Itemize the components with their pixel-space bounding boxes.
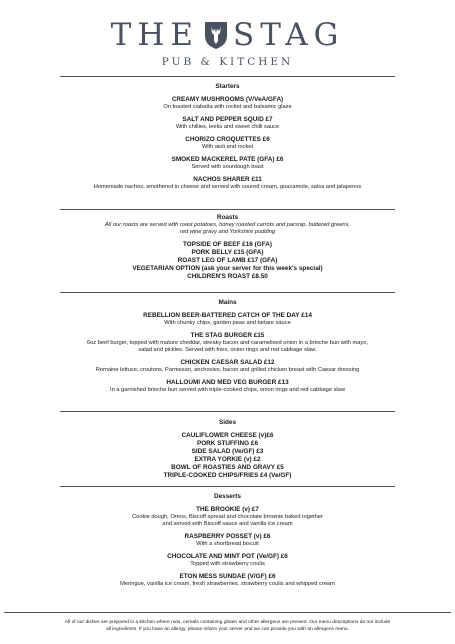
dish-name: THE BROOKIE (v) £7 bbox=[196, 505, 259, 513]
side-item: EXTRA YORKIE (v) £2 bbox=[194, 455, 261, 463]
logo-word-stag: STAG bbox=[232, 17, 345, 53]
dish-desc: With a shortbread biscuit bbox=[196, 541, 259, 547]
desserts-section bbox=[0, 493, 455, 588]
divider bbox=[60, 411, 395, 412]
logo bbox=[0, 18, 455, 52]
side-item: PORK STUFFING £6 bbox=[196, 439, 259, 447]
dish-desc: Served with sourdough toast bbox=[191, 163, 264, 170]
logo-word-the: THE bbox=[110, 17, 199, 53]
dish-name: REBELLION BEER-BATTERED CATCH OF THE DAY £14 bbox=[143, 311, 312, 319]
dish-desc: Meringue, vanilla ice cream, fresh strawberries, strawberry coulis and whipped cream bbox=[120, 581, 335, 587]
dish-name: CHORIZO CROQUETTES £6 bbox=[185, 135, 270, 143]
roasts-section bbox=[0, 214, 455, 281]
section-title: Roasts bbox=[216, 214, 239, 221]
divider bbox=[60, 486, 395, 487]
dish-name: SALT AND PEPPER SQUID £7 bbox=[182, 115, 273, 123]
dish-name: THE STAG BURGER £15 bbox=[190, 331, 265, 339]
roasts-intro: All our roasts are served with roast potatoes, honey roasted carrots and parsnip, buttered greens, bbox=[104, 222, 350, 228]
divider bbox=[60, 76, 395, 77]
dish-desc: In a garnished brioche bun served with triple-cooked chips, onion rings and red cabbage slaw bbox=[110, 387, 345, 393]
dish-name: RASPBERRY POSSET (v) £6 bbox=[184, 533, 271, 540]
allergen-notice-line: all ingredients. If you have an allergy, please inform your server and we can provide you with an allergens menu. bbox=[106, 627, 349, 632]
dish-desc: and served with Biscoff sauce and vanilla ice cream bbox=[162, 521, 293, 527]
roasts-intro: red wine gravy and Yorkshire pudding bbox=[179, 229, 276, 236]
sides-section bbox=[0, 419, 455, 480]
side-item: BOWL OF ROASTIES AND GRAVY £5 bbox=[171, 463, 284, 471]
section-title: Mains bbox=[218, 299, 237, 306]
tagline: PUB & KITCHEN bbox=[161, 56, 294, 68]
side-item: CAULIFLOWER CHEESE (v)£6 bbox=[181, 431, 274, 439]
dish-desc: On toasted ciabatta with rocket and balsamic glaze bbox=[163, 103, 292, 110]
starters-section bbox=[0, 83, 455, 191]
dish-name: SMOKED MACKEREL PATE (GFA) £6 bbox=[171, 155, 284, 163]
dish-desc: Cookie dough, Oreos, Biscoff spread and chocolate brownie baked together bbox=[132, 513, 323, 520]
side-item: SIDE SALAD (Ve/GF) £3 bbox=[191, 447, 264, 455]
divider bbox=[4, 612, 451, 613]
dish-name: CHOCOLATE AND MINT POT (Ve/GF) £6 bbox=[167, 553, 288, 560]
dish-name: CREAMY MUSHROOMS (V/VeA/GFA) bbox=[171, 95, 284, 103]
dish-desc: With aioli and rocket bbox=[201, 143, 254, 150]
allergen-notice bbox=[14, 619, 441, 633]
stag-crest-icon bbox=[203, 20, 229, 50]
divider bbox=[60, 292, 395, 293]
mains-section bbox=[0, 299, 455, 394]
dish-desc: 6oz beef burger, topped with mature cheddar, streaky bacon and caramelised onion in a brioche bun with mayo, bbox=[86, 339, 369, 346]
brand-header bbox=[0, 18, 455, 68]
dish-desc: Romaine lettuce, croutons, Parmesan, anchovies, bacon and grilled chicken breast with Caesar dressing bbox=[95, 367, 360, 373]
side-item: TRIPLE-COOKED CHIPS/FRIES £4 (Ve/GF) bbox=[163, 471, 292, 479]
roast-item: VEGETARIAN OPTION (ask your server for this week's special) bbox=[132, 265, 323, 273]
roast-item: CHILDREN'S ROAST £8.50 bbox=[187, 273, 268, 281]
dish-name: HALLOUMI AND MED VEG BURGER £13 bbox=[166, 379, 289, 386]
roast-item: PORK BELLY £15 (GFA) bbox=[191, 249, 264, 257]
allergen-notice-line: All of our dishes are prepared in a kitchen where nuts, cereals containing gluten and other allergens are present. Our menu descriptions do not include bbox=[64, 620, 391, 625]
dish-desc: Homemade nachos, smothered in cheese and served with soured cream, guacamole, salsa and jalapenos bbox=[93, 183, 362, 190]
roast-item: TOPSIDE OF BEEF £16 (GFA) bbox=[182, 241, 272, 249]
roast-item: ROAST LEG OF LAMB £17 (GFA) bbox=[177, 257, 278, 265]
dish-name: ETON MESS SUNDAE (V/GF) £6 bbox=[179, 573, 276, 580]
dish-name: CHICKEN CAESAR SALAD £12 bbox=[180, 359, 275, 366]
divider bbox=[60, 209, 395, 210]
section-title: Desserts bbox=[213, 493, 241, 500]
dish-desc: With chunky chips, garden peas and tartare sauce bbox=[164, 319, 291, 326]
section-title: Starters bbox=[215, 83, 240, 90]
dish-desc: With chillies, leeks and sweet chilli sauce bbox=[175, 123, 280, 130]
dish-name: NACHOS SHARER £11 bbox=[193, 175, 262, 183]
dish-desc: salad and pickles. Served with fries, onion rings and red cabbage slaw. bbox=[138, 347, 317, 353]
section-title: Sides bbox=[218, 419, 237, 426]
dish-desc: Topped with strawberry coulis bbox=[190, 561, 265, 567]
